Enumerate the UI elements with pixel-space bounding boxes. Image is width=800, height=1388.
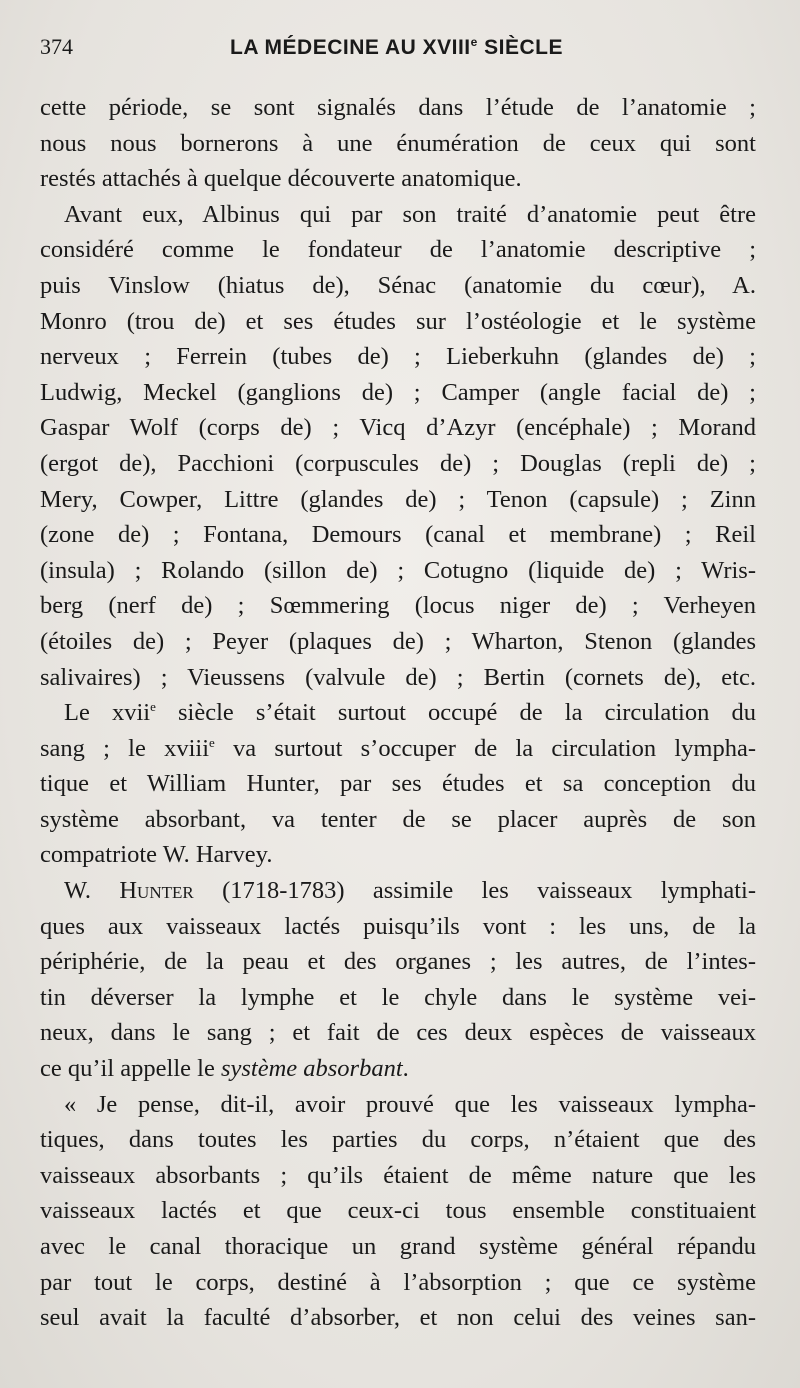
text-line: berg (nerf de) ; Sœmmering (locus niger de) ; Verheyen xyxy=(40,592,756,620)
text-line: Avant eux, Albinus qui par son traité d’anatomie peut être xyxy=(64,200,756,228)
text-line: système absorbant, va tenter de se placer auprès de son xyxy=(40,805,756,833)
text-line: (zone de) ; Fontana, Demours (canal et membrane) ; Reil xyxy=(40,521,756,549)
text-line: avec le canal thoracique un grand système général répandu xyxy=(40,1233,756,1260)
text-segment: siècle s’était surtout occupé de la circulation du xyxy=(155,699,756,727)
text-line xyxy=(40,1051,756,1087)
text-segment: (1718-1783) assimile les vaisseaux lymphati- xyxy=(193,877,756,905)
text-line: vaisseaux lactés et que ceux-ci tous ensemble constituaient xyxy=(40,1197,756,1225)
text-line: (insula) ; Rolando (sillon de) ; Cotugno (liquide de) ; Wris- xyxy=(40,556,756,584)
text-line: Gaspar Wolf (corps de) ; Vicq d’Azyr (encéphale) ; Morand xyxy=(40,414,756,442)
text-line: par tout le corps, destiné à l’absorption ; que ce système xyxy=(40,1268,756,1296)
text-segment: ce qu’il appelle le xyxy=(40,1055,221,1083)
text-line: Ludwig, Meckel (ganglions de) ; Camper (angle facial de) ; xyxy=(40,378,756,406)
text-line xyxy=(40,695,756,731)
text-line: tin déverser la lymphe et le chyle dans le système vei- xyxy=(40,983,756,1011)
text-line: nerveux ; Ferrein (tubes de) ; Lieberkuhn (glandes de) ; xyxy=(40,343,756,371)
century-ref: sang ; le xviii xyxy=(40,734,209,762)
text-segment: va surtout s’occuper de la circulation lympha- xyxy=(214,734,756,762)
text-line: restés attachés à quelque découverte anatomique. xyxy=(40,165,522,193)
running-title xyxy=(230,35,563,60)
page-number: 374 xyxy=(40,34,73,59)
paragraph-1 xyxy=(40,90,756,197)
text-line: compatriote W. Harvey. xyxy=(40,841,273,869)
running-title-end: SIÈCLE xyxy=(477,36,564,59)
text-line xyxy=(40,873,756,909)
running-title-main: LA MÉDECINE AU XVIII xyxy=(230,36,471,59)
author-name: Hunter xyxy=(119,877,194,905)
text-line: « Je pense, dit-il, avoir prouvé que les vaisseaux lympha- xyxy=(64,1090,756,1118)
text-line: tique et William Hunter, par ses études et sa conception du xyxy=(40,770,756,798)
text-line: (étoiles de) ; Peyer (plaques de) ; Wharton, Stenon (glandes xyxy=(40,627,756,655)
ordinal-superscript: e xyxy=(209,734,215,750)
running-title-superscript: e xyxy=(470,35,478,49)
text-line: vaisseaux absorbants ; qu’ils étaient de même nature que les xyxy=(40,1161,756,1189)
text-line: nous nous bornerons à une énumération de ceux qui sont xyxy=(40,129,756,157)
text-line xyxy=(40,731,756,767)
paragraph-3 xyxy=(40,695,756,873)
text-line: seul avait la faculté d’absorber, et non celui des veines san- xyxy=(40,1304,756,1332)
text-line: salivaires) ; Vieussens (valvule de) ; Bertin (cornets de), etc. xyxy=(40,663,756,691)
text-line: tiques, dans toutes les parties du corps, n’étaient que des xyxy=(40,1126,756,1154)
text-line: périphérie, de la peau et des organes ; les autres, de l’intes- xyxy=(40,948,756,976)
text-segment: . xyxy=(402,1055,409,1083)
italic-term: système absorbant xyxy=(220,1055,403,1083)
paragraph-2 xyxy=(40,197,756,695)
text-line: puis Vinslow (hiatus de), Sénac (anatomie du cœur), A. xyxy=(40,271,756,299)
text-line: considéré comme le fondateur de l’anatomie descriptive ; xyxy=(40,236,756,264)
text-segment: W. xyxy=(64,877,120,905)
text-line: cette période, se sont signalés dans l’étude de l’anatomie ; xyxy=(40,94,756,121)
running-head xyxy=(40,34,756,70)
text-line: neux, dans le sang ; et fait de ces deux espèces de vaisseaux xyxy=(40,1019,756,1047)
century-ref: Le xvii xyxy=(64,699,151,727)
paragraph-5-quote xyxy=(40,1087,756,1336)
ordinal-superscript: e xyxy=(150,698,156,714)
text-line: (ergot de), Pacchioni (corpuscules de) ; Douglas (repli de) ; xyxy=(40,449,756,477)
text-line: Mery, Cowper, Littre (glandes de) ; Tenon (capsule) ; Zinn xyxy=(40,485,756,513)
paragraph-4 xyxy=(40,873,756,1087)
text-line: Monro (trou de) et ses études sur l’ostéologie et le système xyxy=(40,307,756,335)
body-text xyxy=(40,90,756,1336)
text-line: ques aux vaisseaux lactés puisqu’ils vont : les uns, de la xyxy=(40,912,756,940)
